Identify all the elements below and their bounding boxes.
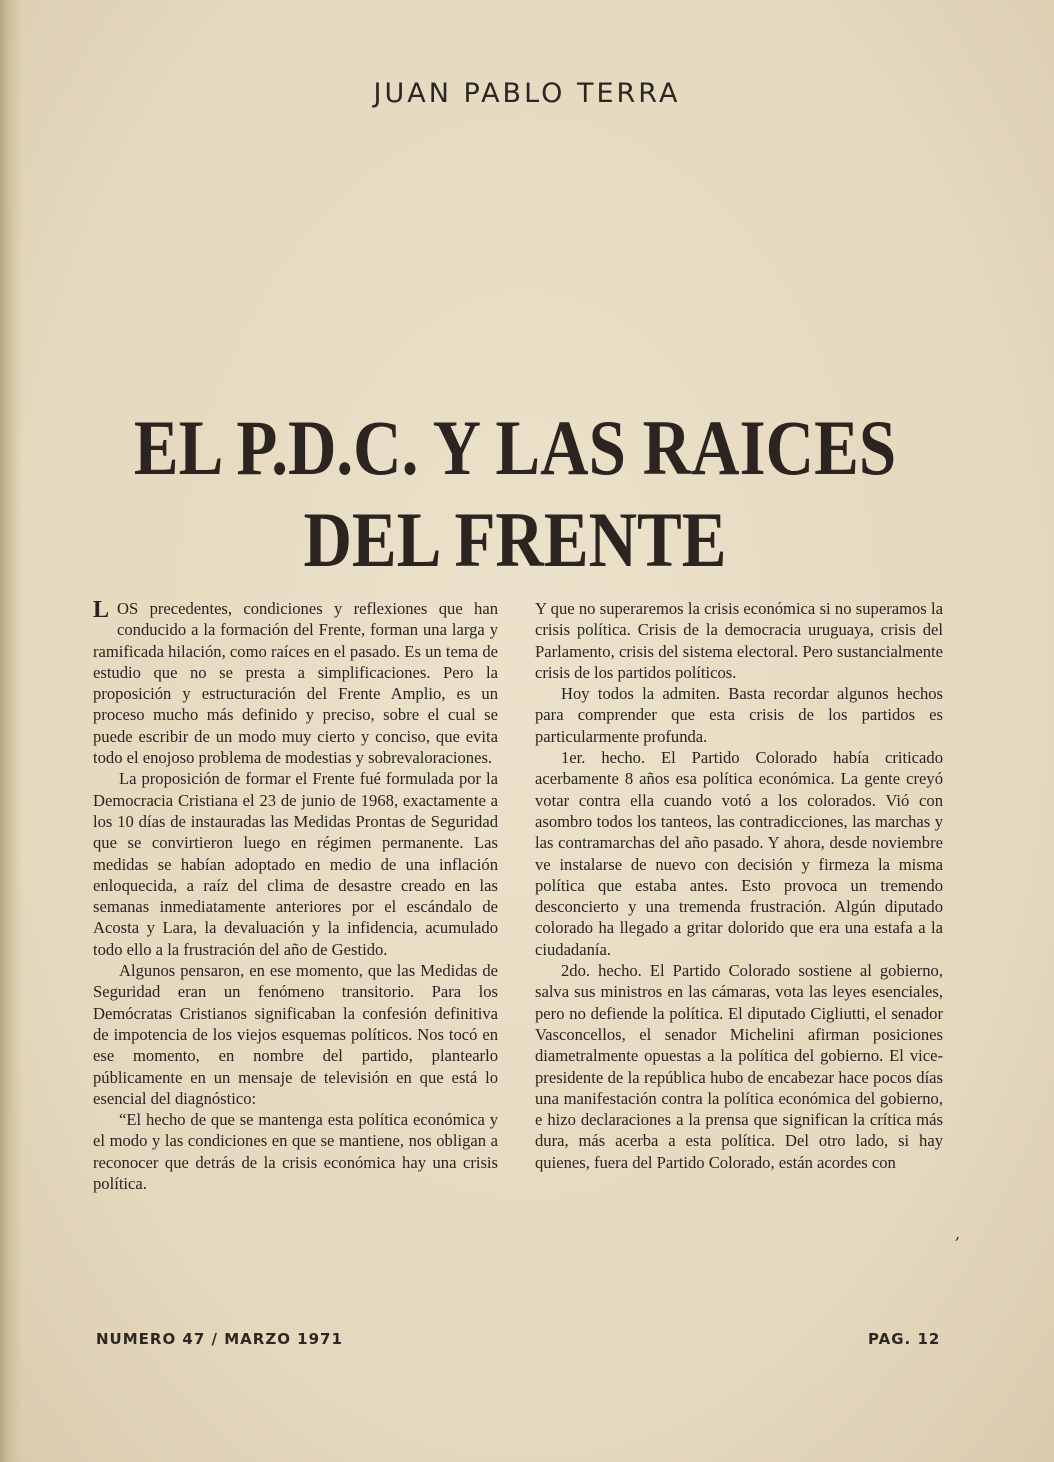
page-edge-shadow [0, 0, 22, 1462]
margin-mark: , [955, 1224, 961, 1243]
quote-paragraph: “El hecho de que se mantenga esta política económica y el modo y las condiciones en que se mantiene, nos obligan a reconocer que detrás de la crisis económica hay una crisis política. [93, 1110, 498, 1194]
left-column [93, 598, 498, 1194]
drop-cap: L [93, 597, 110, 623]
article-title [72, 402, 958, 586]
paragraph: Y que no superaremos la crisis económica si no superamos la crisis política. Crisis de la democracia uruguaya, crisis del Parlamento, crisis del sistema electoral. Pero sustancialmente crisis de los partidos políticos. [535, 599, 943, 682]
title-line-1: EL P.D.C. Y LAS RAICES [133, 404, 897, 491]
title-line-2: DEL FRENTE [303, 496, 727, 583]
paragraph: La proposición de formar el Frente fué formulada por la Democracia Cristiana el 23 de junio de 1968, exactamente a los 10 días de instauradas las Medidas Prontas de Seguridad que se convirtieron luego en régimen permanente. Las medidas se habían adoptado en medio de una inflación enloquecida, a raíz del clima de desastre creado en las semanas inmediatamente anteriores por el escándalo de Acosta y Lara, la devaluación y la infidencia, acumulado todo ello a la frustración del año de Gestido. [93, 769, 498, 959]
paragraph: 2do. hecho. El Partido Colorado sostiene al gobierno, salva sus ministros en las cámaras, vota las leyes esenciales, pero no defiende la política. El diputado Cigliutti, el senador Vasconcellos, el senador Michelini afirman posiciones diametralmente opuestas a la política del gobierno. El vice-presidente de la república hubo de encabezar hace pocos días una manifestación contra la política económica del gobierno, e hizo declaraciones a la prensa que significan la crítica más dura, más acerba a esta política. Del otro lado, si hay quienes, fuera del Partido Colorado, están acordes con [535, 961, 943, 1172]
paragraph [93, 598, 498, 768]
paragraph: 1er. hecho. El Partido Colorado había criticado acerbamente 8 años esa política económica. La gente creyó votar contra ella cuando votó a los colorados. Vió con asombro todos los tanteos, las contradicciones, las marchas y las contramarchas del año pasado. Y ahora, desde noviembre ve instalarse de nuevo con decisión y firmeza la misma política que estaba antes. Esto provoca un tremendo desconcierto y una tremenda frustración. Algún diputado colorado ha llegado a gritar dolorido que era una estafa a la ciudadanía. [535, 748, 943, 959]
paragraph: Algunos pensaron, en ese momento, que las Medidas de Seguridad eran un fenómeno transitorio. Para los Demócratas Cristianos significaban la confesión definitiva de impotencia de los viejos esquemas políticos. Nos tocó en ese momento, en nombre del partido, plantearlo públicamente en un mensaje de televisión en que está lo esencial del diagnóstico: [93, 961, 498, 1108]
right-column [535, 598, 943, 1173]
paragraph-text: OS precedentes, condiciones y reflexiones que han conducido a la formación del Frente, forman una larga y ramificada hilación, como raíces en el pasado. Es un tema de estudio que no se presta a simplificaciones. Pero la proposición y estructuración del Frente Amplio, es un proceso mucho más definido y preciso, sobre el cual se puede escribir de un modo muy cierto y conciso, que evita todo el enojoso problema de modestias y sobrevaloraciones. [93, 599, 498, 768]
author-name: JUAN PABLO TERRA [373, 78, 681, 109]
issue-footer: NUMERO 47 / MARZO 1971 [96, 1330, 343, 1348]
paragraph: Hoy todos la admiten. Basta recordar algunos hechos para comprender que esta crisis de los partidos es particularmente profunda. [535, 684, 943, 746]
page-number: PAG. 12 [868, 1330, 941, 1348]
